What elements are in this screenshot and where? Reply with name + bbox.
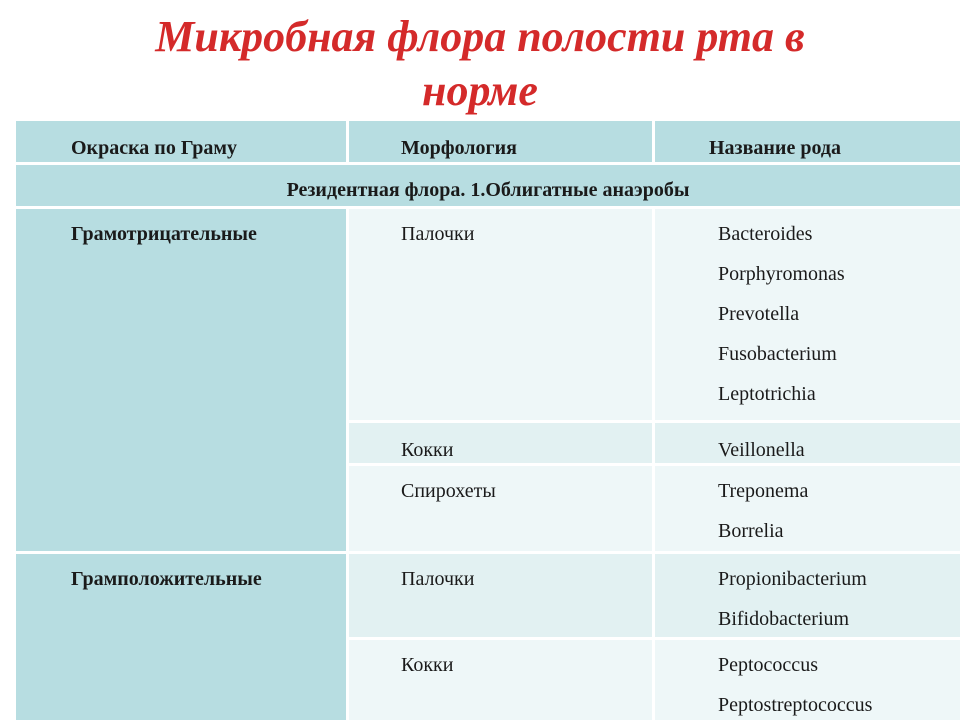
genus-cell xyxy=(655,640,960,720)
title-line-1: Микробная флора полости рта в xyxy=(155,12,805,61)
genus-item: Peptococcus xyxy=(718,654,818,676)
gram-positive-cell: Грамположительные xyxy=(16,554,346,720)
genus-cell xyxy=(655,209,960,420)
morphology-cell: Спирохеты xyxy=(349,466,652,551)
morphology-cell: Палочки xyxy=(349,554,652,637)
genus-item: Propionibacterium xyxy=(718,568,867,590)
header-gram-stain: Окраска по Граму xyxy=(16,121,346,162)
flora-table xyxy=(16,121,960,720)
genus-item: Veillonella xyxy=(718,439,805,461)
genus-item: Treponema xyxy=(718,480,809,502)
genus-item: Borrelia xyxy=(718,520,784,542)
gram-negative-cell: Грамотрицательные xyxy=(16,209,346,551)
section-resident-flora: Резидентная флора. 1.Облигатные анаэробы xyxy=(16,165,960,206)
genus-item: Bifidobacterium xyxy=(718,608,850,630)
morphology-cell: Кокки xyxy=(349,423,652,463)
genus-item: Leptotrichia xyxy=(718,383,816,405)
genus-cell xyxy=(655,554,960,637)
genus-cell xyxy=(655,423,960,463)
header-genus: Название рода xyxy=(655,121,960,162)
genus-item: Porphyromonas xyxy=(718,263,845,285)
slide-title xyxy=(0,10,960,118)
genus-cell xyxy=(655,466,960,551)
title-line-2: норме xyxy=(422,66,538,115)
genus-item: Peptostreptococcus xyxy=(718,694,873,716)
genus-item: Fusobacterium xyxy=(718,343,837,365)
genus-item: Prevotella xyxy=(718,303,800,325)
header-morphology: Морфология xyxy=(349,121,652,162)
genus-item: Bacteroides xyxy=(718,223,813,245)
morphology-cell: Кокки xyxy=(349,640,652,720)
morphology-cell: Палочки xyxy=(349,209,652,420)
